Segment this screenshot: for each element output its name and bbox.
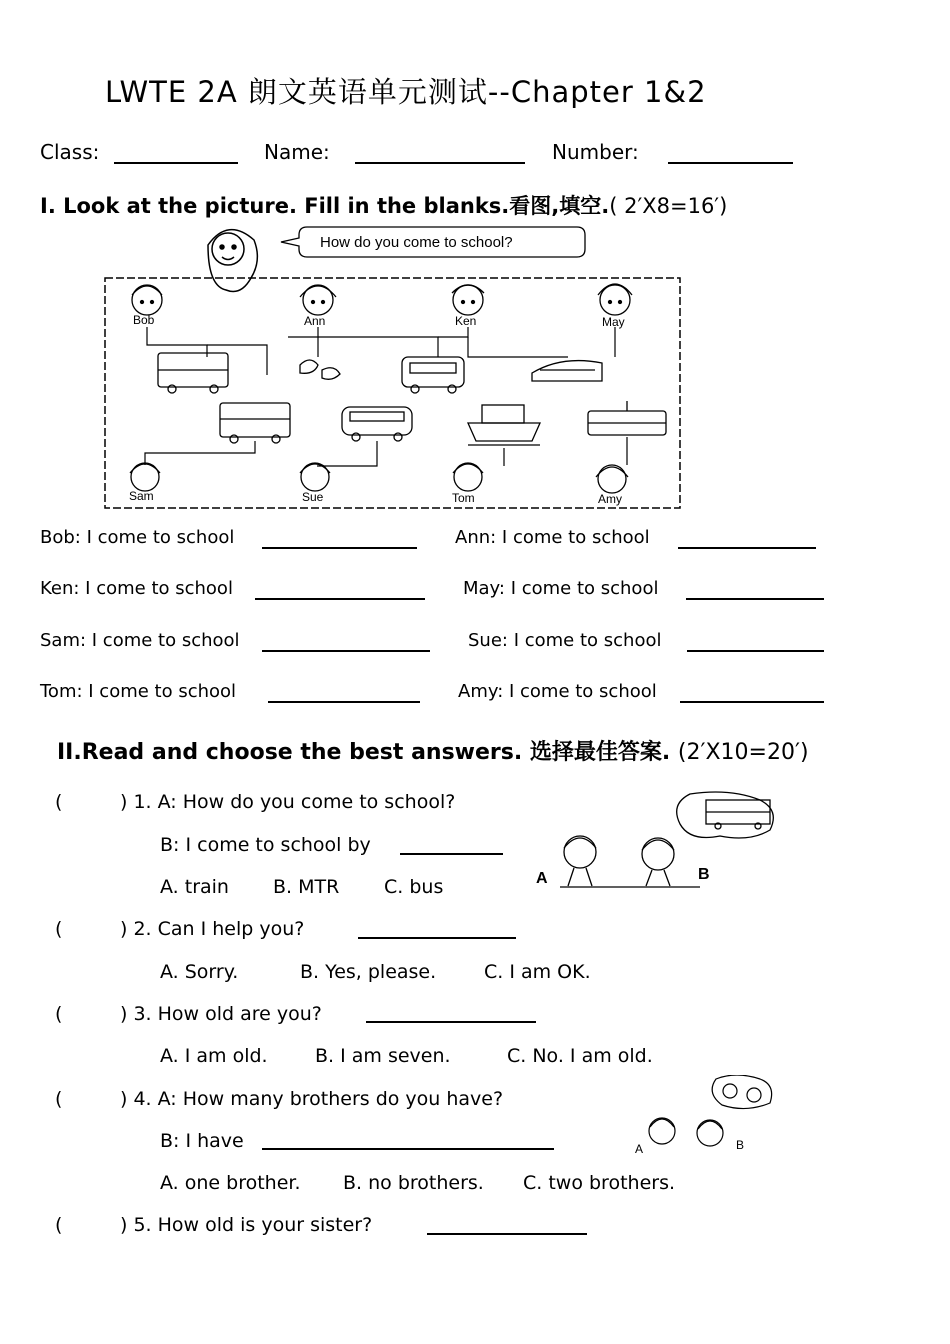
blank-ken-label: Ken: I come to school: [40, 578, 233, 599]
q1-label-a: A: [536, 870, 548, 887]
q2-blank[interactable]: [358, 937, 516, 939]
q4-label-a: A: [635, 1142, 644, 1156]
q1-option-a[interactable]: A. train: [160, 876, 229, 898]
child-b-icon: [697, 1120, 723, 1146]
q2-option-b[interactable]: B. Yes, please.: [300, 961, 437, 983]
q4-option-c[interactable]: C. two brothers.: [523, 1172, 676, 1194]
kid-may-icon: [598, 284, 632, 315]
q4-answer-paren[interactable]: (: [55, 1088, 63, 1110]
q1-option-b[interactable]: B. MTR: [273, 876, 340, 898]
kid-ken-icon: [452, 285, 484, 315]
q1-blank[interactable]: [400, 853, 503, 855]
class-label: Class:: [40, 140, 100, 164]
q3-answer-paren[interactable]: (: [55, 1003, 63, 1025]
number-label: Number:: [552, 140, 639, 164]
page-title: LWTE 2A 朗文英语单元测试--Chapter 1&2: [105, 75, 707, 109]
bus-icon: [706, 800, 770, 829]
school-bus-icon: [402, 357, 464, 393]
blank-may-field[interactable]: [686, 598, 824, 600]
teacher-illustration: [208, 230, 257, 292]
child-a-icon: [649, 1118, 675, 1144]
speech-bubble-text: How do you come to school?: [320, 234, 513, 251]
double-decker-bus-icon: [158, 353, 228, 393]
section1-heading-text: I. Look at the picture. Fill in the blanks.看图,填空.: [40, 194, 610, 218]
q2-option-c[interactable]: C. I am OK.: [484, 961, 591, 983]
brother-icon: [723, 1084, 737, 1098]
label-tom: Tom: [452, 491, 475, 505]
transport-picture: [100, 215, 690, 515]
thought-bubble-icon: [677, 792, 774, 838]
section2-heading-text: II.Read and choose the best answers. 选择最佳答案.: [57, 740, 671, 765]
q5-text: ) 5. How old is your sister?: [120, 1214, 373, 1236]
blank-may-label: May: I come to school: [463, 578, 659, 599]
q3-option-a[interactable]: A. I am old.: [160, 1045, 268, 1067]
q3-text: ) 3. How old are you?: [120, 1003, 322, 1025]
kid-amy-icon: [596, 465, 628, 493]
q3-option-b[interactable]: B. I am seven.: [315, 1045, 451, 1067]
number-field[interactable]: [668, 162, 793, 164]
name-field[interactable]: [355, 162, 525, 164]
child-b-icon: [642, 838, 674, 886]
blank-bob-label: Bob: I come to school: [40, 527, 235, 548]
walking-feet-icon: [300, 360, 340, 379]
q1-text: ) 1. A: How do you come to school?: [120, 791, 456, 813]
label-ann: Ann: [304, 314, 326, 328]
q1-line2: B: I come to school by: [160, 834, 371, 856]
label-amy: Amy: [598, 492, 622, 506]
q4-illustration: [632, 1075, 782, 1160]
q1-answer-paren[interactable]: (: [55, 791, 63, 813]
kid-bob-icon: [132, 285, 162, 315]
q1-option-c[interactable]: C. bus: [384, 876, 444, 898]
blank-ann-field[interactable]: [678, 547, 816, 549]
label-ken: Ken: [455, 314, 477, 328]
section2-heading: [57, 735, 809, 766]
brother-icon: [747, 1088, 761, 1102]
blank-ken-field[interactable]: [255, 598, 425, 600]
ferry-icon: [468, 405, 540, 445]
double-decker-bus-2-icon: [220, 403, 290, 443]
kid-ann-icon: [300, 285, 336, 315]
class-field[interactable]: [114, 162, 238, 164]
q4-option-a[interactable]: A. one brother.: [160, 1172, 301, 1194]
kid-tom-icon: [453, 463, 483, 491]
q1-illustration: [530, 786, 780, 892]
q5-answer-paren[interactable]: (: [55, 1214, 63, 1236]
q5-blank[interactable]: [427, 1233, 587, 1235]
name-label: Name:: [264, 140, 330, 164]
blank-ann-label: Ann: I come to school: [455, 527, 650, 548]
q3-option-c[interactable]: C. No. I am old.: [507, 1045, 653, 1067]
q2-text: ) 2. Can I help you?: [120, 918, 305, 940]
blank-sam-label: Sam: I come to school: [40, 630, 240, 651]
child-a-icon: [564, 836, 596, 886]
q2-option-a[interactable]: A. Sorry.: [160, 961, 239, 983]
mtr-train-icon: [532, 361, 602, 381]
q4-blank[interactable]: [262, 1148, 554, 1150]
q2-answer-paren[interactable]: (: [55, 918, 63, 940]
q4-line2: B: I have: [160, 1130, 244, 1152]
speech-bubble: [281, 227, 585, 257]
label-bob: Bob: [133, 313, 155, 327]
kid-sue-icon: [300, 463, 330, 491]
kid-sam-icon: [130, 463, 160, 491]
q3-blank[interactable]: [366, 1021, 536, 1023]
q4-label-b: B: [736, 1138, 745, 1152]
thought-bubble-icon: [712, 1075, 771, 1109]
blank-sue-label: Sue: I come to school: [468, 630, 662, 651]
label-sue: Sue: [302, 490, 324, 504]
blank-tom-field[interactable]: [268, 701, 420, 703]
q4-option-b[interactable]: B. no brothers.: [343, 1172, 484, 1194]
label-may: May: [602, 315, 625, 329]
section1-score: ( 2′X8=16′): [609, 194, 728, 218]
blank-sam-field[interactable]: [262, 650, 430, 652]
blank-amy-field[interactable]: [680, 701, 824, 703]
blank-amy-label: Amy: I come to school: [458, 681, 657, 702]
section2-score: (2′X10=20′): [677, 740, 809, 765]
label-sam: Sam: [129, 489, 154, 503]
blank-sue-field[interactable]: [687, 650, 824, 652]
tram-icon: [588, 401, 666, 435]
blank-tom-label: Tom: I come to school: [40, 681, 237, 702]
q4-text: ) 4. A: How many brothers do you have?: [120, 1088, 504, 1110]
q1-label-b: B: [698, 866, 710, 883]
blank-bob-field[interactable]: [262, 547, 417, 549]
minibus-icon: [342, 407, 412, 441]
